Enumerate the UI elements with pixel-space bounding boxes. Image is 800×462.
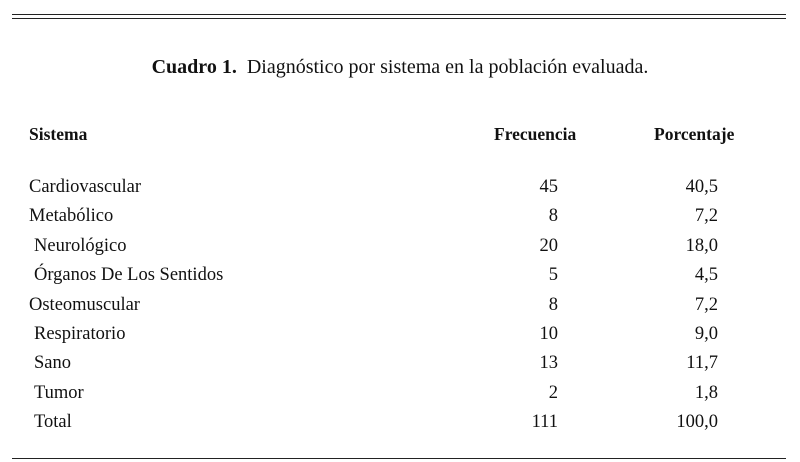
table-body bbox=[0, 177, 800, 442]
table-row bbox=[0, 383, 800, 412]
sistema-cell: Cardiovascular bbox=[29, 177, 141, 197]
column-header-porcentaje: Porcentaje bbox=[654, 124, 735, 144]
porcentaje-cell: 40,5 bbox=[685, 177, 718, 197]
caption-text: Diagnóstico por sistema en la población evaluada. bbox=[246, 56, 649, 78]
frecuencia-cell: 8 bbox=[548, 206, 558, 227]
column-header-sistema: Sistema bbox=[29, 124, 88, 144]
table-row bbox=[0, 236, 800, 265]
column-header-frecuencia: Frecuencia bbox=[494, 124, 577, 144]
frecuencia-cell: 13 bbox=[539, 353, 558, 374]
porcentaje-cell: 100,0 bbox=[676, 412, 718, 433]
table-row bbox=[0, 206, 800, 235]
porcentaje-cell: 7,2 bbox=[694, 294, 718, 315]
sistema-cell: Osteomuscular bbox=[29, 294, 140, 315]
sistema-cell: Total bbox=[34, 412, 72, 433]
table-row bbox=[0, 353, 800, 382]
sistema-cell: Metabólico bbox=[29, 206, 114, 227]
frecuencia-cell: 5 bbox=[548, 265, 558, 286]
porcentaje-cell: 11,7 bbox=[686, 353, 718, 374]
sistema-cell: Respiratorio bbox=[34, 323, 126, 344]
top-double-rule bbox=[12, 14, 786, 19]
frecuencia-cell: 20 bbox=[539, 235, 558, 256]
porcentaje-cell: 9,0 bbox=[694, 323, 718, 344]
sistema-cell: Órganos De Los Sentidos bbox=[34, 265, 224, 286]
sistema-cell: Sano bbox=[34, 353, 71, 374]
frecuencia-cell: 45 bbox=[539, 177, 558, 197]
table-row bbox=[0, 265, 800, 294]
bottom-rule bbox=[12, 458, 786, 459]
porcentaje-cell: 7,2 bbox=[694, 206, 718, 227]
caption-label: Cuadro 1. bbox=[151, 56, 237, 78]
porcentaje-cell: 18,0 bbox=[685, 235, 718, 256]
frecuencia-cell: 2 bbox=[548, 382, 558, 403]
table-caption bbox=[0, 56, 800, 79]
frecuencia-cell: 8 bbox=[548, 294, 558, 315]
table-row-total bbox=[0, 412, 800, 441]
porcentaje-cell: 4,5 bbox=[694, 265, 718, 286]
table-row bbox=[0, 177, 800, 206]
frecuencia-cell: 10 bbox=[539, 323, 558, 344]
sistema-cell: Tumor bbox=[34, 382, 84, 403]
table-row bbox=[0, 324, 800, 353]
frecuencia-cell: 111 bbox=[531, 412, 558, 433]
table-row bbox=[0, 295, 800, 324]
porcentaje-cell: 1,8 bbox=[694, 382, 718, 403]
sistema-cell: Neurológico bbox=[34, 235, 127, 256]
